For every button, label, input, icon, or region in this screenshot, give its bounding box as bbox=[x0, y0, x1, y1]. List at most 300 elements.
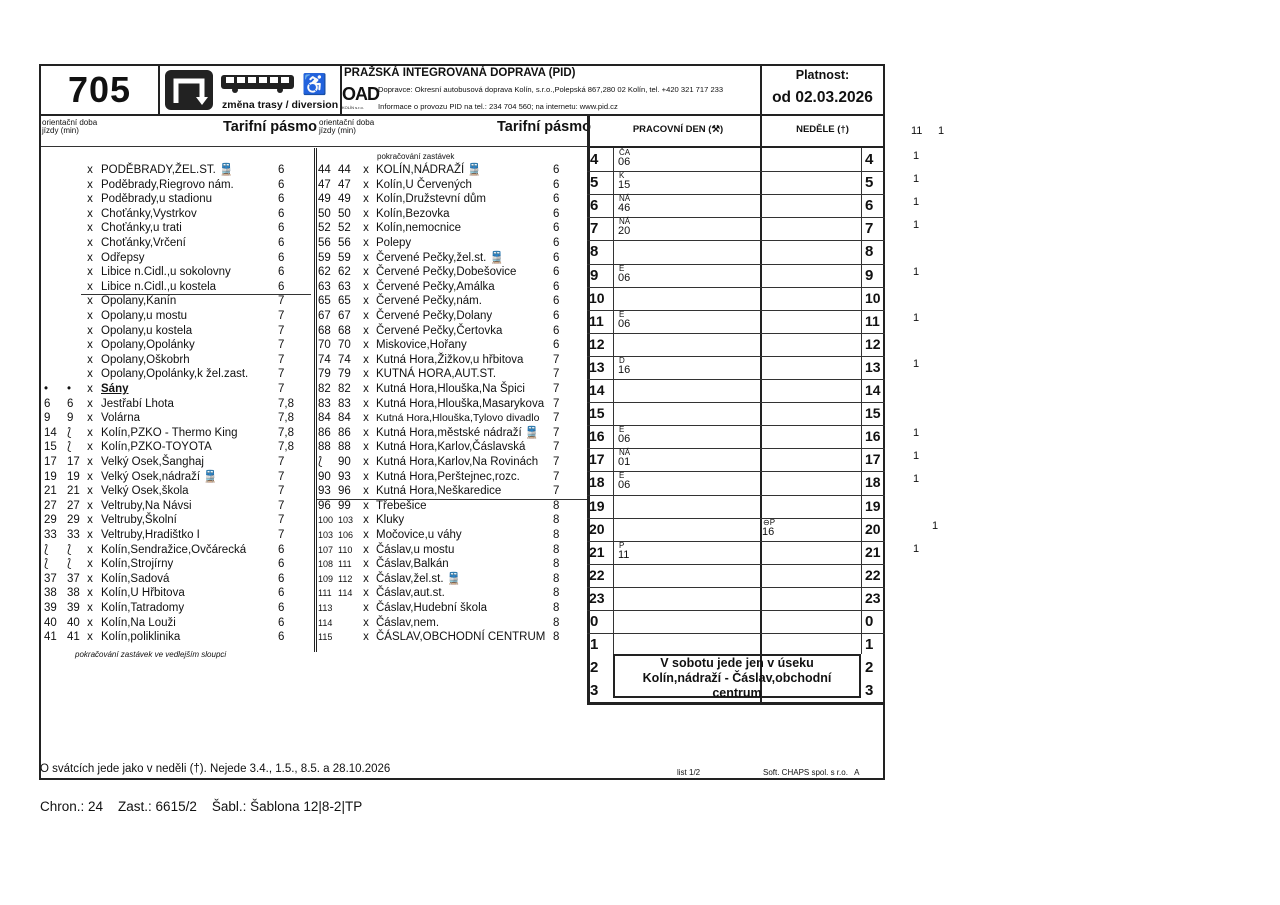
stop-mark: x bbox=[363, 470, 369, 483]
stop-zone: 6 bbox=[278, 587, 285, 600]
hour-label-sunday: 17 bbox=[865, 451, 881, 468]
timetable-sheet bbox=[39, 64, 885, 780]
stop-name: Kutná Hora,Hlouška,Masarykova bbox=[376, 397, 545, 410]
stop-zone: 8 bbox=[553, 587, 560, 600]
zone-label-left: Tarifní pásmo bbox=[223, 119, 317, 135]
stop-row bbox=[41, 280, 311, 295]
stop-mark: x bbox=[363, 485, 369, 498]
stop-mark: x bbox=[363, 397, 369, 410]
stop-time-b: 21 bbox=[67, 485, 80, 498]
stop-time-a: 108 bbox=[318, 559, 334, 570]
stop-time-b: 47 bbox=[338, 178, 351, 191]
stop-row bbox=[41, 513, 311, 528]
stop-row bbox=[317, 397, 589, 412]
stop-zone: 6 bbox=[553, 222, 560, 235]
stop-row bbox=[41, 484, 311, 499]
stop-time-b: 19 bbox=[67, 470, 80, 483]
stop-time-a: 68 bbox=[318, 324, 331, 337]
stop-row bbox=[317, 557, 589, 572]
stop-mark: x bbox=[363, 266, 369, 279]
hour-label-workday: 4 bbox=[590, 151, 599, 168]
stop-mark: x bbox=[87, 310, 93, 322]
stop-name: Kluky bbox=[376, 514, 405, 527]
stop-time-a: 49 bbox=[318, 193, 331, 206]
stop-name: Čáslav,žel.st. 🚆 bbox=[376, 572, 462, 585]
stop-zone: 8 bbox=[553, 631, 560, 644]
stop-mark: x bbox=[363, 280, 369, 293]
stop-time-a: 19 bbox=[44, 470, 57, 483]
stop-name: Poděbrady,u stadionu bbox=[101, 193, 213, 206]
stop-mark: x bbox=[87, 193, 93, 206]
stop-time-a: 83 bbox=[318, 397, 331, 410]
stop-mark: x bbox=[363, 426, 369, 439]
stop-zone: 6 bbox=[278, 280, 285, 293]
side-count: 1 bbox=[913, 473, 920, 486]
stop-row bbox=[41, 411, 311, 426]
stop-time-a: 29 bbox=[44, 514, 57, 527]
hour-label-sunday: 15 bbox=[865, 405, 881, 422]
stop-zone: 7 bbox=[278, 456, 285, 468]
hour-label-workday: 22 bbox=[589, 566, 605, 583]
stop-name: Kutná Hora,městské nádraží 🚆 bbox=[376, 426, 540, 439]
stop-name: Kolín,Strojírny bbox=[101, 558, 174, 571]
hour-label-sunday: 18 bbox=[865, 474, 881, 491]
stop-time-a: 100 bbox=[318, 515, 334, 526]
bottom-meta: Chron.: 24 Zast.: 6615/2 Šabl.: Šablona 12|8-2|TP bbox=[40, 799, 363, 814]
stop-zone: 7 bbox=[278, 310, 285, 322]
stop-time-b: 38 bbox=[67, 587, 80, 600]
stop-name: Opolany,Opolánky,k žel.zast. bbox=[101, 368, 249, 381]
hour-label-sunday: 12 bbox=[865, 335, 881, 352]
stop-mark: x bbox=[363, 178, 369, 191]
stop-row bbox=[317, 324, 589, 339]
stop-name: Jestřabí Lhota bbox=[101, 397, 174, 410]
stop-zone: 6 bbox=[278, 631, 285, 644]
stop-name: Volárna bbox=[101, 412, 141, 425]
logo-area bbox=[160, 66, 342, 114]
stop-row bbox=[41, 192, 311, 207]
stop-time-a: 41 bbox=[44, 631, 57, 644]
stop-name: Veltruby,Hradištko I bbox=[101, 529, 200, 541]
stop-time-a: 114 bbox=[318, 617, 333, 628]
line-number: 705 bbox=[41, 66, 160, 114]
stop-name: Čáslav,aut.st. bbox=[376, 587, 445, 600]
stop-time-b: 44 bbox=[338, 164, 351, 176]
stop-mark: x bbox=[363, 339, 369, 352]
stop-name: Veltruby,Školní bbox=[101, 514, 177, 527]
stop-time-b: 67 bbox=[338, 310, 351, 322]
stop-time-a: 86 bbox=[318, 426, 331, 439]
workday-minute: 11 bbox=[618, 548, 630, 561]
stop-row bbox=[317, 280, 589, 295]
stop-mark: x bbox=[87, 237, 93, 249]
stop-time-b: 68 bbox=[338, 324, 351, 337]
stop-row bbox=[317, 513, 589, 528]
stop-name: Třebešice bbox=[376, 499, 427, 512]
hour-label-workday: 15 bbox=[589, 405, 605, 422]
stop-time-b: ⟅ bbox=[67, 558, 72, 571]
workday-minute: 15 bbox=[618, 179, 631, 192]
stop-name: Opolany,Kanín bbox=[101, 295, 177, 308]
stop-time-b: 63 bbox=[338, 280, 351, 293]
stop-name: Červené Pečky,nám. bbox=[376, 295, 482, 308]
stop-name: Velký Osek,škola bbox=[101, 485, 189, 498]
hour-label-sunday: 7 bbox=[865, 220, 874, 238]
stop-time-b: 99 bbox=[338, 499, 351, 512]
stop-time-a: 17 bbox=[44, 456, 57, 468]
stop-time-a: 111 bbox=[318, 588, 332, 599]
stop-row bbox=[317, 543, 589, 558]
stop-time-a: 47 bbox=[318, 178, 331, 191]
hour-label-sunday: 4 bbox=[865, 151, 874, 168]
stop-zone: 7 bbox=[553, 383, 560, 395]
workday-note: NÁ bbox=[619, 194, 631, 204]
stop-zone: 7,8 bbox=[278, 426, 294, 439]
hour-label-workday: 10 bbox=[589, 289, 605, 306]
stop-time-b: 96 bbox=[338, 485, 351, 498]
stop-zone: 6 bbox=[278, 572, 285, 585]
stop-time-a: 115 bbox=[318, 632, 333, 643]
hour-label-sunday: 20 bbox=[865, 520, 881, 537]
stop-row bbox=[41, 324, 311, 339]
stop-zone: 7 bbox=[278, 485, 285, 498]
stop-name: Polepy bbox=[376, 237, 412, 249]
stop-name: Veltruby,Na Návsi bbox=[101, 499, 192, 512]
side-count: 1 bbox=[913, 450, 920, 463]
stop-mark: x bbox=[363, 295, 369, 308]
stop-name: KOLÍN,NÁDRAŽÍ 🚆 bbox=[376, 164, 482, 176]
stop-zone: 8 bbox=[553, 514, 560, 527]
sunday-note: ⊖P bbox=[763, 517, 776, 527]
holiday-note: O svátcích jede jako v neděli (†). Nejede 3.4., 1.5., 8.5. a 28.10.2026 bbox=[40, 763, 391, 775]
stop-zone: 6 bbox=[553, 339, 560, 352]
stop-zone: 6 bbox=[553, 251, 560, 264]
stop-mark: x bbox=[363, 558, 369, 571]
stop-zone: 7,8 bbox=[278, 441, 294, 454]
stop-name: Kutná Hora,Hlouška,Tylovo divadlo bbox=[376, 412, 540, 425]
stops-right bbox=[317, 163, 589, 663]
workday-minute: 06 bbox=[618, 156, 631, 168]
hour-label-workday: 2 bbox=[590, 659, 599, 677]
side-count: 1 bbox=[913, 357, 920, 370]
stop-zone: 7 bbox=[278, 529, 285, 541]
stop-time-a: 50 bbox=[318, 207, 331, 220]
stop-row bbox=[317, 484, 589, 499]
stop-time-b: 114 bbox=[338, 588, 353, 599]
stop-mark: x bbox=[87, 514, 93, 527]
stop-zone: 6 bbox=[278, 207, 285, 220]
sunday-minute: 16 bbox=[762, 525, 775, 538]
stop-row bbox=[41, 601, 311, 616]
hour-label-sunday: 8 bbox=[865, 243, 874, 261]
stop-mark: x bbox=[363, 616, 369, 629]
hour-label-workday: 11 bbox=[589, 312, 604, 329]
zone-label-right: Tarifní pásmo bbox=[497, 119, 591, 135]
workday-minute: 06 bbox=[618, 271, 631, 284]
bus-icon bbox=[220, 72, 296, 94]
stop-zone: 7 bbox=[278, 514, 285, 527]
stop-mark: x bbox=[87, 441, 93, 454]
stop-name: Kolín,Tatradomy bbox=[101, 602, 185, 614]
stop-mark: x bbox=[363, 207, 369, 220]
stop-time-b: 74 bbox=[338, 353, 351, 366]
stop-time-a: 74 bbox=[318, 353, 331, 366]
stop-row bbox=[317, 528, 589, 543]
stop-mark: x bbox=[87, 412, 93, 425]
stop-time-b: 27 bbox=[67, 499, 80, 512]
stop-name: Velký Osek,Šanghaj bbox=[101, 456, 204, 468]
stop-time-b: 40 bbox=[67, 616, 80, 629]
stop-time-a: 103 bbox=[318, 530, 334, 540]
hour-label-workday: 16 bbox=[589, 428, 605, 445]
stop-time-b: 79 bbox=[338, 368, 351, 381]
stop-name: Kolín,U Hřbitova bbox=[101, 587, 185, 600]
stop-zone: 6 bbox=[553, 207, 560, 220]
stop-time-a: 113 bbox=[318, 603, 333, 613]
stop-time-b: 82 bbox=[338, 383, 351, 395]
stop-row bbox=[317, 601, 589, 616]
stop-mark: x bbox=[363, 631, 369, 644]
stop-row bbox=[317, 221, 589, 236]
stop-zone: 6 bbox=[278, 222, 285, 235]
hour-label-sunday: 11 bbox=[865, 312, 880, 329]
stop-name: Choťánky,Vrčení bbox=[101, 237, 186, 249]
stop-zone: 7,8 bbox=[278, 397, 294, 410]
stop-name: Červené Pečky,Dolany bbox=[376, 310, 493, 322]
stop-mark: x bbox=[87, 222, 93, 235]
software-credit: Soft. CHAPS spol. s r.o. A bbox=[763, 768, 860, 777]
stop-name: Choťánky,u trati bbox=[101, 222, 182, 235]
stop-mark: x bbox=[363, 602, 369, 614]
hour-label-workday: 17 bbox=[589, 451, 605, 468]
stop-time-a: 59 bbox=[318, 251, 331, 264]
stop-row bbox=[317, 411, 589, 426]
hour-label-sunday: 16 bbox=[865, 428, 881, 445]
stop-zone: 8 bbox=[553, 616, 560, 629]
stop-time-a: 40 bbox=[44, 616, 57, 629]
side-count: 1 bbox=[913, 196, 920, 209]
stop-time-a: 56 bbox=[318, 237, 331, 249]
stop-mark: x bbox=[363, 222, 369, 235]
stop-time-b: 39 bbox=[67, 602, 80, 614]
stop-row bbox=[41, 382, 311, 397]
stop-mark: x bbox=[87, 631, 93, 644]
hour-label-workday: 5 bbox=[590, 174, 599, 192]
continuation-bottom: pokračování zastávek ve vedlejším sloupci bbox=[75, 650, 227, 659]
stop-name: Červené Pečky,Amálka bbox=[376, 280, 495, 293]
stop-mark: x bbox=[363, 383, 369, 395]
stop-name: Opolany,Oškobrh bbox=[101, 353, 190, 366]
stop-row bbox=[41, 265, 311, 280]
stop-time-b: 37 bbox=[67, 572, 80, 585]
hour-label-sunday: 21 bbox=[865, 543, 881, 560]
stop-time-a: 21 bbox=[44, 485, 57, 498]
stop-zone: 6 bbox=[278, 616, 285, 629]
stop-time-a: 88 bbox=[318, 441, 331, 454]
stop-row bbox=[317, 294, 589, 309]
stop-row bbox=[41, 586, 311, 601]
workday-minute: 01 bbox=[618, 456, 631, 469]
workday-note: K bbox=[619, 171, 625, 181]
hour-label-sunday: 19 bbox=[865, 497, 881, 514]
wheelchair-icon: ♿ bbox=[302, 74, 327, 96]
side-header-a: 11 bbox=[911, 125, 923, 137]
stop-zone: 6 bbox=[553, 237, 560, 249]
sunday-label: NEDĚLE (†) bbox=[796, 124, 849, 135]
stop-time-b: 59 bbox=[338, 251, 351, 264]
hour-label-sunday: 10 bbox=[865, 289, 881, 306]
stop-row bbox=[41, 353, 311, 368]
stop-mark: x bbox=[87, 339, 93, 352]
stop-mark: x bbox=[363, 412, 369, 425]
stop-zone: 6 bbox=[553, 164, 560, 176]
hour-label-sunday: 5 bbox=[865, 174, 874, 192]
stop-mark: x bbox=[363, 353, 369, 366]
stop-mark: x bbox=[363, 572, 369, 585]
stop-zone: 8 bbox=[553, 558, 560, 571]
stop-mark: x bbox=[87, 543, 93, 556]
stop-time-a: 67 bbox=[318, 310, 331, 322]
stop-zone: 6 bbox=[278, 193, 285, 206]
side-count: 1 bbox=[932, 519, 939, 532]
stop-zone: 6 bbox=[553, 324, 560, 337]
workday-note: E bbox=[619, 263, 625, 273]
stop-time-a: 52 bbox=[318, 222, 331, 235]
stop-row bbox=[317, 207, 589, 222]
stop-zone: 7 bbox=[553, 397, 560, 410]
operator-line2: Informace o provozu PID na tel.: 234 704 560; na internetu: www.pid.cz bbox=[378, 102, 618, 111]
stop-zone: 7 bbox=[278, 353, 285, 366]
stop-time-b: 41 bbox=[67, 631, 80, 644]
stop-name: Kolín,Sadová bbox=[101, 572, 170, 585]
stop-row bbox=[317, 236, 589, 251]
hour-label-workday: 19 bbox=[589, 497, 605, 514]
stop-zone: 8 bbox=[553, 572, 560, 585]
stop-time-b: 65 bbox=[338, 295, 351, 308]
stop-name: Opolany,u mostu bbox=[101, 310, 188, 322]
oad-logo: OAD KOLÍN s.r.o. bbox=[342, 84, 379, 110]
workday-note: E bbox=[619, 471, 625, 481]
time-label-right: orientační doba jízdy (min) bbox=[319, 118, 375, 135]
stop-time-a: 93 bbox=[318, 485, 331, 498]
workday-note: ČA bbox=[619, 148, 631, 157]
stop-name: Odřepsy bbox=[101, 251, 145, 264]
stop-time-a: 44 bbox=[318, 164, 331, 176]
stop-time-b: 50 bbox=[338, 207, 351, 220]
stop-time-b: ⟅ bbox=[67, 543, 72, 556]
side-count: 1 bbox=[913, 427, 920, 440]
stops-left bbox=[41, 163, 311, 663]
stop-time-b: 62 bbox=[338, 266, 351, 279]
stop-mark: x bbox=[363, 514, 369, 527]
stop-zone: 7 bbox=[553, 412, 560, 425]
stop-name: Červené Pečky,žel.st. 🚆 bbox=[376, 251, 504, 264]
stop-row bbox=[41, 178, 311, 193]
stop-row bbox=[317, 367, 589, 382]
stop-time-a: 107 bbox=[318, 544, 334, 555]
stop-zone: 6 bbox=[553, 295, 560, 308]
stop-time-b: 90 bbox=[338, 456, 351, 468]
stop-zone: 6 bbox=[278, 178, 285, 191]
stop-row bbox=[317, 192, 589, 207]
stop-name: Červené Pečky,Čertovka bbox=[376, 324, 503, 337]
side-count: 1 bbox=[913, 173, 920, 186]
stop-name: Kolín,PZKO-TOYOTA bbox=[101, 441, 212, 454]
stop-mark: x bbox=[363, 441, 369, 454]
stop-mark: x bbox=[87, 164, 93, 176]
side-count: 1 bbox=[913, 542, 920, 555]
stop-zone: 6 bbox=[278, 251, 285, 264]
stop-row bbox=[41, 367, 311, 382]
stop-name: Kolín,Sendražice,Ovčárecká bbox=[101, 543, 247, 556]
stop-name: Kutná Hora,Perštejnec,rozc. bbox=[376, 470, 520, 483]
stop-mark: x bbox=[87, 280, 93, 293]
stop-row bbox=[41, 543, 311, 558]
stop-zone: 6 bbox=[553, 193, 560, 206]
stop-zone: 6 bbox=[278, 164, 285, 176]
stop-row bbox=[317, 586, 589, 601]
stop-row bbox=[41, 221, 311, 236]
diversion-label: změna trasy / diversion bbox=[222, 99, 339, 111]
stop-time-a: 65 bbox=[318, 295, 331, 308]
stop-name: Opolany,Opolánky bbox=[101, 339, 195, 352]
saturday-note: V sobotu jede jen v úseku Kolín,nádraží - Čáslav,obchodní centrum bbox=[613, 654, 861, 698]
hour-label-sunday: 22 bbox=[865, 566, 881, 583]
stop-time-a: 37 bbox=[44, 572, 57, 585]
stop-time-b: ⟅ bbox=[67, 426, 72, 439]
hour-label-sunday: 2 bbox=[865, 659, 874, 677]
hour-label-sunday: 13 bbox=[865, 358, 881, 375]
hour-label-workday: 13 bbox=[589, 358, 605, 375]
stop-row bbox=[317, 382, 589, 397]
side-count: 1 bbox=[913, 219, 920, 232]
workday-minute: 06 bbox=[618, 479, 631, 492]
stop-row bbox=[41, 499, 311, 514]
stop-time-b: 86 bbox=[338, 426, 351, 439]
stop-mark: x bbox=[87, 266, 93, 279]
stop-row bbox=[41, 309, 311, 324]
workday-note: NÁ bbox=[619, 217, 631, 227]
hour-label-workday: 8 bbox=[590, 243, 599, 261]
stop-name: Kutná Hora,Hlouška,Na Špici bbox=[376, 383, 525, 395]
stop-name: Sány bbox=[101, 383, 129, 395]
stop-zone: 6 bbox=[278, 237, 285, 249]
stop-time-a: 27 bbox=[44, 499, 57, 512]
stop-zone: 7 bbox=[553, 426, 560, 439]
stop-row bbox=[317, 572, 589, 587]
stop-name: Opolany,u kostela bbox=[101, 324, 193, 337]
stop-row bbox=[317, 630, 589, 645]
stop-row bbox=[317, 440, 589, 455]
stop-time-a: ⟅ bbox=[318, 456, 323, 468]
stop-mark: x bbox=[363, 193, 369, 206]
stop-time-a: 6 bbox=[44, 397, 51, 410]
stop-time-b: 106 bbox=[338, 530, 354, 540]
stop-time-b: 49 bbox=[338, 193, 351, 206]
workday-note: P bbox=[619, 540, 625, 550]
stop-zone: 7 bbox=[553, 368, 560, 381]
stop-zone: 6 bbox=[278, 558, 285, 571]
stop-time-b: 93 bbox=[338, 470, 351, 483]
stop-name: Kolín,nemocnice bbox=[376, 222, 462, 235]
stop-row bbox=[41, 528, 311, 543]
stop-name: PODĚBRADY,ŽEL.ST. 🚆 bbox=[101, 164, 234, 176]
hour-label-workday: 9 bbox=[590, 266, 599, 284]
stop-row bbox=[317, 470, 589, 485]
stop-mark: x bbox=[87, 426, 93, 439]
stop-zone: 6 bbox=[278, 543, 285, 556]
stop-name: Močovice,u váhy bbox=[376, 529, 462, 541]
